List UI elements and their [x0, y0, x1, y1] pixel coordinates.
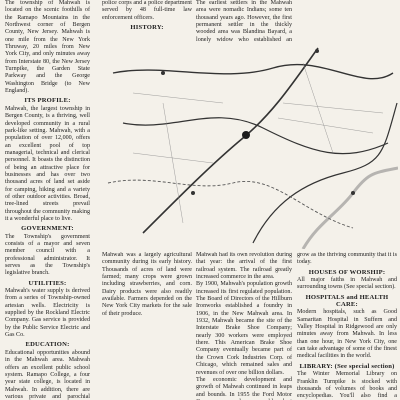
profile-paragraph: Mahwah, the largest township in Bergen County, is a thriving, well developed community in a rural park-like setting. Mahwah, with a population of over 12,000, offers an excellent pool of top managerial, technical and clerical personnel. It boasts the distinction of being an attractive place for businesses and has over two thousand acres of land set aside for camping, hiking and a variety of other outdoor activities. Broad, tree-lined streets prevail throughout the community making it a wonderful place to live. — [5, 105, 90, 222]
history-heading: HISTORY: — [130, 24, 164, 32]
hospital-paragraph: Modern hospitals, such as Good Samaritan Hospital in Suffern and Valley Hospital in Ridgewood are only minutes away from Mahwah. In less than one hour, in New York City, one can take advantage of some of the finest medical facilities in the world. — [297, 309, 397, 360]
railroad-paragraph: Mahwah had its own revolution during that year: the arrival of the first railroad system. The railroad greatly increased commerce in the area. — [196, 252, 292, 281]
education-heading: EDUCATION: — [25, 341, 70, 349]
government-heading: GOVERNMENT: — [21, 225, 74, 233]
column-2-bottom — [102, 252, 192, 400]
history-paragraph-1: The earliest settlers in the Mahwah area were nomadic Indians; some ten thousand years ago. However, the first permanent settler in the thickly wooded area was Blandina Bayard, a lonely widow who established an — [196, 0, 292, 43]
agriculture-paragraph: Mahwah was a largely agricultural community during its early history. Thousands of acres of land were farmed; many crops were grown including strawberries, and corn. Dairy products were also readily available. Farmers depended on the New York City markets for the sale of their produce. — [102, 252, 192, 317]
intro-paragraph: The township of Mahwah is located on the scenic foothills of the Ramapo Mountains in the Northwest corner of Bergen County, New Jersey. Mahwah is one mile from the New York Thruway, 20 miles from New York City, and only minutes away from Interstate 80, the New Jersey Turnpike, the Garden State Parkway and the George Washington Bridge (to New England). — [5, 0, 90, 95]
column-4-top — [297, 0, 397, 42]
library-heading: LIBRARY: (See special section) — [299, 362, 395, 370]
worship-heading: HOUSES OF WORSHIP: — [308, 268, 386, 276]
column-4-bottom — [297, 252, 397, 400]
growth-paragraph: The economic development and growth of Mahwah continued in leaps and bounds. In 1955 the Ford Motor — [196, 376, 292, 398]
map-town-marker — [315, 49, 319, 53]
thriving-paragraph: grow as the thriving community that it is today. — [297, 252, 397, 266]
map-town-marker — [191, 191, 195, 195]
column-2-top — [102, 0, 192, 42]
hospital-heading: HOSPITALS and HEALTH CARE: — [305, 293, 389, 309]
education-paragraph: Educational opportunities abound in the Mahwah area. Mahwah offers an excellent public school system. Ramapo College, a four year state college, is located in Mahwah. In addition, there are various private and parochial — [5, 349, 90, 400]
map-town-marker — [351, 191, 355, 195]
regional-map — [103, 43, 398, 249]
column-3-bottom — [196, 252, 292, 400]
government-paragraph: The Township's government consists of a mayor and seven member council with a professional administrator. It serves as the Township's legislative branch. — [5, 233, 90, 277]
column-1 — [5, 0, 90, 400]
worship-paragraph: All major faiths in Mahwah and surrounding towns (See special section). — [297, 277, 397, 291]
map-background — [103, 43, 398, 249]
map-town-marker — [161, 71, 165, 75]
profile-heading: ITS PROFILE: — [24, 97, 71, 105]
industry-paragraph: By 1900, Mahwah's population growth increased its first regulated population. The Board of Directors of the Hillburn Ironworks established a foundry in 1906, in the New Mahwah area. In 1932, Mahwah became the site of the Interstate Brake Shoe Company; nearly 300 workers were employed there. This American Brake Shoe Company eventually became part of the Crown Cork Industries Corp. of Chicago, which remained sales and revenues of over one billion dollars. — [196, 281, 292, 376]
map-mahwah-marker — [242, 131, 250, 139]
library-paragraph: The Winter Memorial Library on Franklin Turnpike is stocked with thousands of volumes of books and encyclopedias. You'll also find a — [297, 371, 397, 400]
police-paragraph: police corps and a police department served by 48 full-time law enforcement officers. — [102, 0, 192, 21]
utilities-paragraph: Mahwah's water supply is derived from a series of Township-owned artesian wells. Electricity is supplied by the Rockland Electric Company. Gas service is provided by the Public Service Electric and Gas Co. — [5, 288, 90, 339]
utilities-heading: UTILITIES: — [28, 279, 67, 287]
